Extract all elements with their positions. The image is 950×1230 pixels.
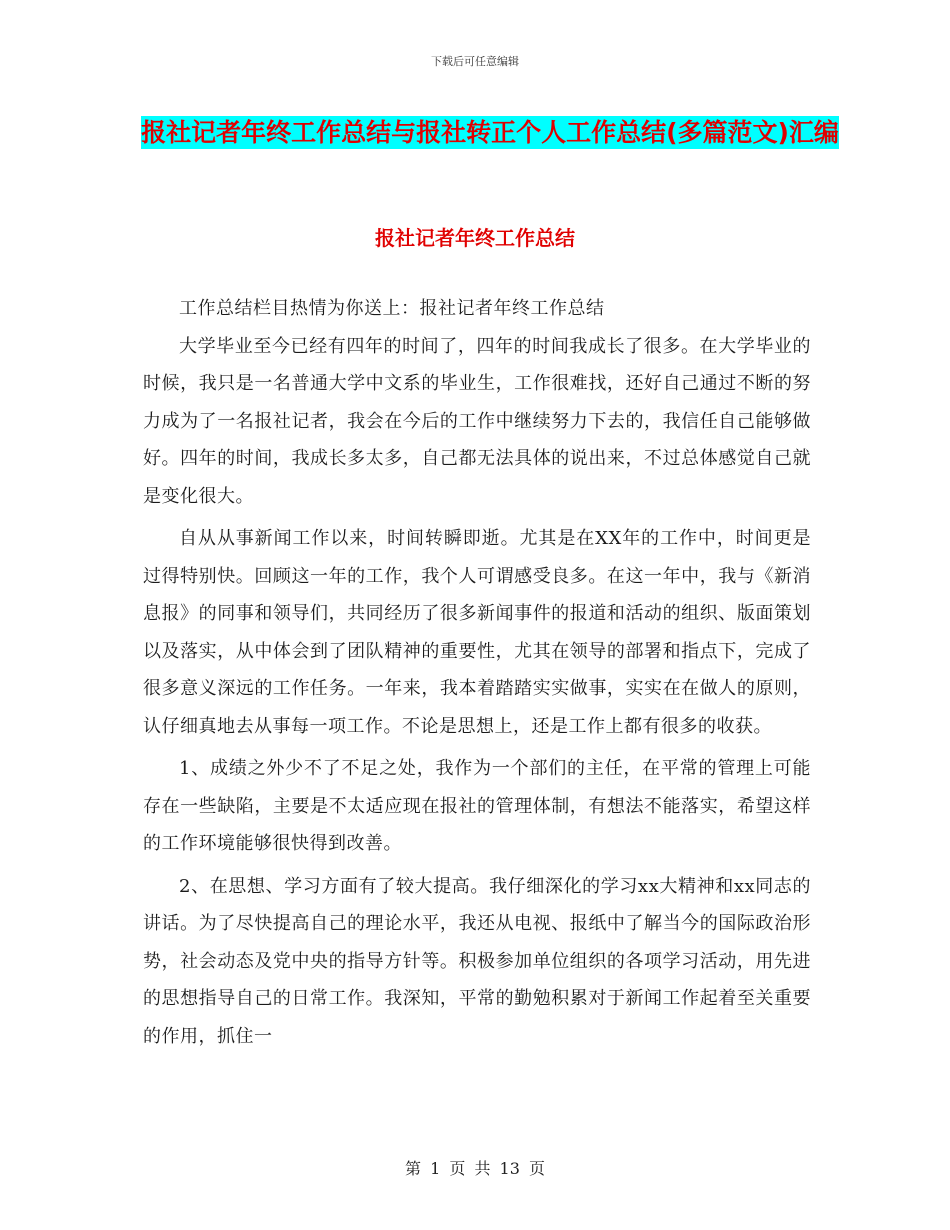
paragraph-intro: 工作总结栏目热情为你送上：报社记者年终工作总结 (179, 298, 605, 319)
paragraph: 2、在思想、学习方面有了较大提高。我仔细深化的学习xx大精神和xx同志的讲话。为了尽快提高自己的理论水平，我还从电视、报纸中了解当今的国际政治形势，社会动态及党中央的指导方针等。积极参加单位组织的各项学习活动，用先进的思想指导自己的日常工作。我深知，平常的勤勉积累对于新闻工作起着至关重要的作用，抓住一 (143, 875, 811, 1047)
paragraph: 大学毕业至今已经有四年的时间了，四年的时间我成长了很多。在大学毕业的时候，我只是一名普通大学中文系的毕业生，工作很难找，还好自己通过不断的努力成为了一名报社记者，我会在今后的工作中继续努力下去的，我信任自己能够做好。四年的时间，我成长多太多，自己都无法具体的说出来，不过总体感觉自己就是变化很大。 (143, 335, 811, 507)
document-title-text: 报社记者年终工作总结与报社转正个人工作总结(多篇范文)汇编 (141, 118, 839, 147)
header-note: 下载后可任意编辑 (431, 55, 519, 68)
page-number: 第 1 页 共 13 页 (405, 1159, 545, 1178)
section-title: 报社记者年终工作总结 (375, 226, 575, 250)
document-body (143, 290, 811, 1055)
paragraph: 1、成绩之外少不了不足之处，我作为一个部们的主任，在平常的管理上可能存在一些缺陷，主要是不太适应现在报社的管理体制，有想法不能落实，希望这样的工作环境能够很快得到改善。 (143, 758, 811, 854)
paragraph: 自从从事新闻工作以来，时间转瞬即逝。尤其是在XX年的工作中，时间更是过得特别快。回顾这一年的工作，我个人可谓感受良多。在这一年中，我与《新消息报》的同事和领导们，共同经历了很多新闻事件的报道和活动的组织、版面策划以及落实，从中体会到了团队精神的重要性，尤其在领导的部署和指点下，完成了很多意义深远的工作任务。一年来，我本着踏踏实实做事，实实在在做人的原则，认仔细真地去从事每一项工作。不论是思想上，还是工作上都有很多的收获。 (143, 528, 811, 737)
document-title (140, 108, 840, 158)
